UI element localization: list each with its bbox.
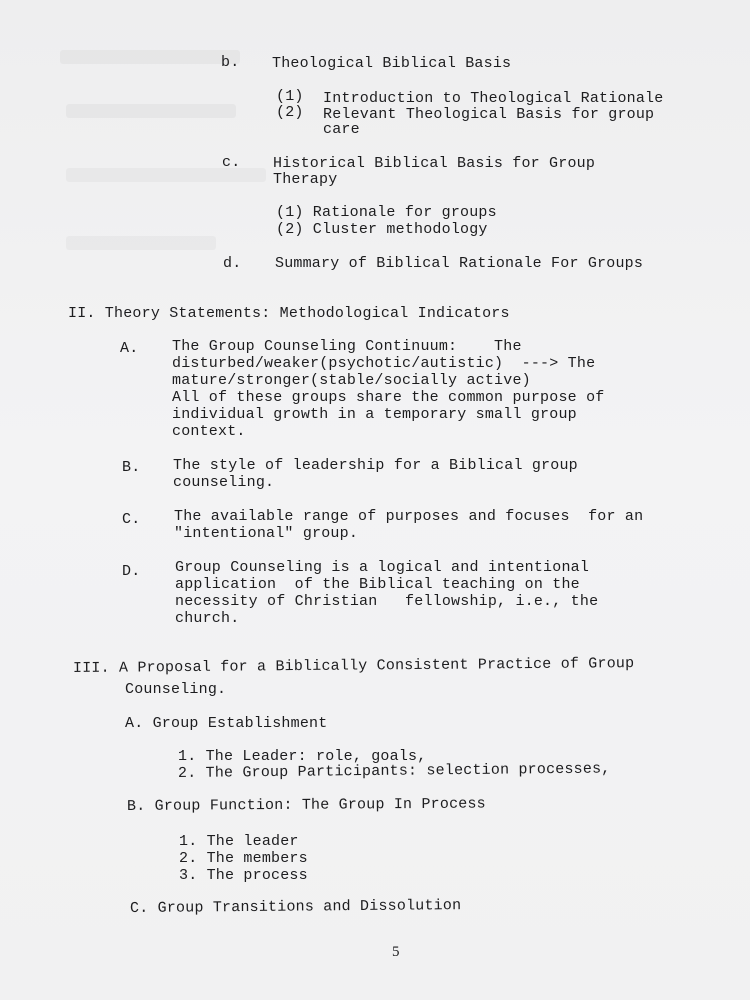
text-line: context. — [172, 423, 246, 440]
part-3-b-items — [179, 833, 308, 884]
section-b-item-2-text: Relevant Theological Basis for group — [323, 106, 655, 123]
section-c-marker: c. — [222, 154, 241, 171]
part-2-heading: II. Theory Statements: Methodological Indicators — [68, 305, 510, 322]
part-2-b-text — [173, 457, 578, 491]
text-line: "intentional" group. — [174, 525, 359, 542]
list-item: 2. The Group Participants: selection processes, — [177, 760, 611, 782]
section-b-title: Theological Biblical Basis — [272, 55, 512, 72]
text-line: necessity of Christian fellowship, i.e., the — [175, 593, 599, 610]
part-2-c-text — [174, 508, 643, 542]
section-b-item-2-cont: care — [323, 121, 360, 138]
list-item: 3. The process — [179, 867, 308, 884]
section-b-item-1-num: (1) — [276, 88, 304, 105]
part-3-a-items — [178, 748, 610, 782]
text-line: The available range of purposes and focuses for an — [174, 508, 644, 525]
text-line: church. — [175, 610, 240, 627]
part-2-d-marker: D. — [122, 563, 141, 580]
text-line: counseling. — [173, 474, 275, 491]
list-item: 2. The members — [179, 850, 308, 867]
bleed-through — [60, 50, 240, 64]
part-3-heading-line-2: Counseling. — [125, 681, 227, 698]
bleed-through — [66, 236, 216, 250]
text-line: individual growth in a temporary small group — [172, 406, 577, 423]
text-line: All of these groups share the common purpose of — [172, 389, 605, 406]
part-2-c-marker: C. — [122, 511, 141, 528]
part-2-a-text — [172, 338, 604, 440]
section-c-item-2: (2) Cluster methodology — [276, 221, 488, 238]
section-d-marker: d. — [223, 255, 242, 272]
text-line: disturbed/weaker(psychotic/autistic) ---> The — [172, 355, 596, 372]
section-b-item-1-text: Introduction to Theological Rationale — [323, 90, 664, 107]
text-line: application of the Biblical teaching on the — [175, 576, 580, 593]
bleed-through — [66, 104, 236, 118]
part-2-d-text — [175, 559, 598, 627]
text-line: The Group Counseling Continuum: The — [172, 338, 522, 355]
section-c-title-line-1: Historical Biblical Basis for Group — [273, 155, 596, 172]
text-line: mature/stronger(stable/socially active) — [172, 372, 531, 389]
part-2-a-marker: A. — [120, 340, 139, 357]
text-line: Group Counseling is a logical and intentional — [175, 559, 590, 576]
part-3-heading-line-1: III. A Proposal for a Biblically Consistent Practice of Group — [72, 655, 635, 677]
part-2-b-marker: B. — [122, 459, 141, 476]
part-3-c-title: C. Group Transitions and Dissolution — [129, 897, 462, 917]
list-item: 1. The Leader: role, goals, — [178, 748, 427, 765]
list-item: 1. The leader — [179, 833, 299, 850]
section-c-title-line-2: Therapy — [273, 171, 338, 188]
section-c-item-1: (1) Rationale for groups — [276, 204, 497, 221]
part-3-b-title: B. Group Function: The Group In Process — [126, 795, 486, 815]
part-3-a-title: A. Group Establishment — [125, 715, 328, 732]
page-number: 5 — [392, 944, 400, 960]
text-line: The style of leadership for a Biblical group — [173, 457, 578, 474]
section-b-item-2-num: (2) — [276, 104, 304, 121]
section-b-marker: b. — [221, 54, 240, 71]
section-d-title: Summary of Biblical Rationale For Groups — [275, 255, 644, 272]
